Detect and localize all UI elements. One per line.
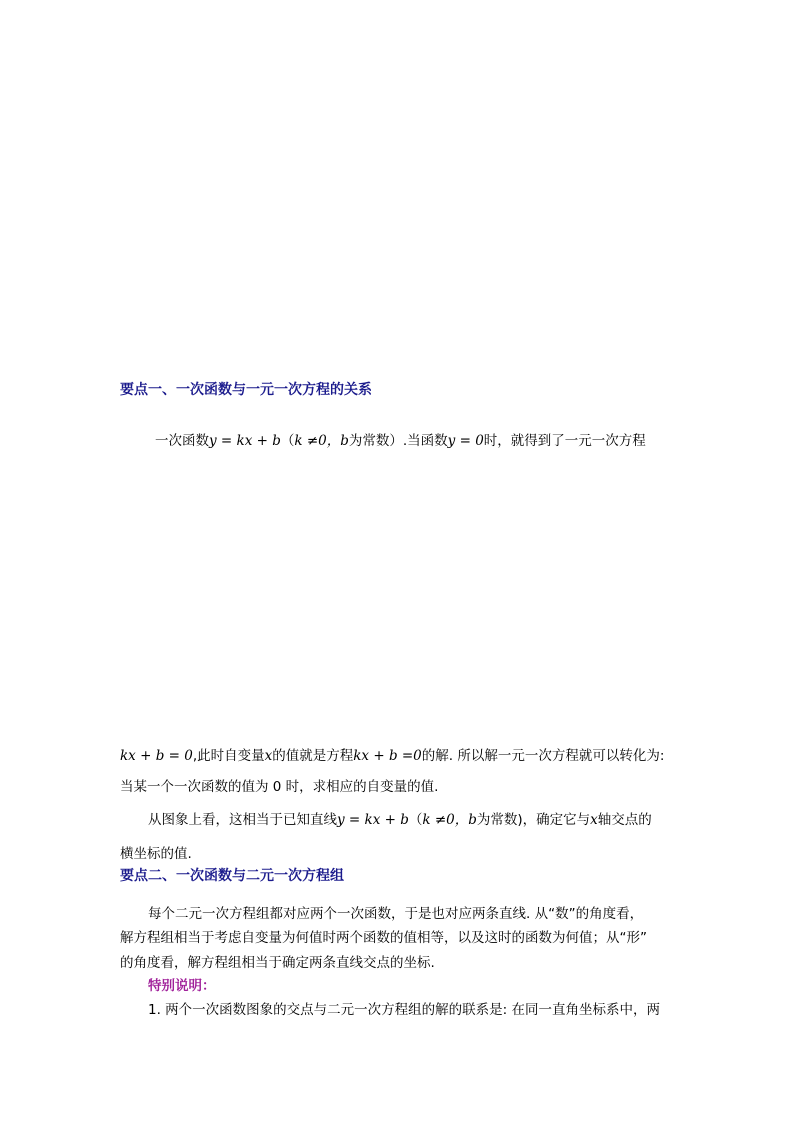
section1-paragraph-5: 横坐标的值. [120,846,192,862]
text-run: 一次函数 [155,433,209,449]
equation-linear-function: y = kx + b [209,433,281,449]
section1-paragraph-2 [120,747,664,765]
section1-paragraph-1 [155,432,646,450]
text-run: 从图象上看，这相当于已知直线 [148,812,337,828]
text-run: （ [280,433,295,449]
equation-y-zero: y = 0 [447,433,484,449]
section1-paragraph-3: 当某一个一次函数的值为 0 时，求相应的自变量的值. [120,779,439,795]
section2-paragraph-2: 解方程组相当于考虑自变量为何值时两个函数的值相等，以及这时的函数为何值；从“形” [120,930,647,946]
variable-x: x [264,748,273,764]
section1-paragraph-4 [148,811,652,829]
equation-condition: k ≠0，b [294,433,349,449]
variable-x: x [590,812,598,828]
special-note-label: 特别说明： [148,978,216,994]
text-run: （ [408,812,423,828]
text-run: 的值就是方程 [272,748,354,764]
special-note-item-1: 1. 两个一次函数图象的交点与二元一次方程组的解的联系是: 在同一直角坐标系中，两 [148,1002,661,1018]
text-run: ,此时自变量 [192,748,265,764]
section1-heading: 要点一、一次函数与一元一次方程的关系 [120,382,372,398]
equation-condition: k ≠0，b [422,812,477,828]
equation-linear-eq-2: kx + b =0 [353,748,422,764]
equation-line: y = kx + b [337,812,409,828]
equation-linear-eq: kx + b = 0 [120,748,193,764]
text-run: 为常数)，确定它与 [476,812,591,828]
text-run: 轴交点的 [597,812,652,828]
section2-paragraph-3: 的角度看，解方程组相当于确定两条直线交点的坐标. [120,955,435,971]
section2-paragraph-1: 每个二元一次方程组都对应两个一次函数，于是也对应两条直线. 从“数”的角度看， [148,906,644,922]
section2-heading: 要点二、一次函数与二元一次方程组 [120,868,344,884]
text-run: 的解. 所以解一元一次方程就可以转化为: [421,748,665,764]
text-run: 为常数）.当函数 [348,433,448,449]
text-run: 时，就得到了一元一次方程 [483,433,646,449]
